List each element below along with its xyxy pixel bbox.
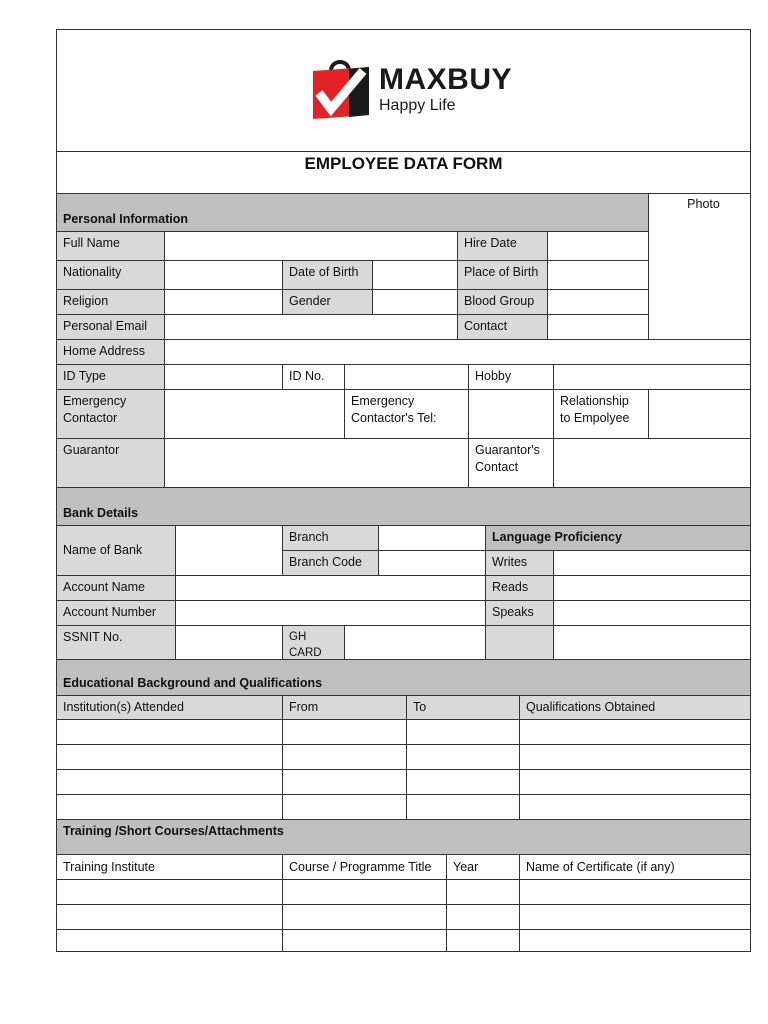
emergency-contactor-tel-label: Emergency Contactor's Tel: [345,390,469,439]
branch-code-field[interactable] [379,551,486,576]
training-row-1-course[interactable] [283,880,447,905]
training-col-course: Course / Programme Title [283,855,447,880]
home-address-label: Home Address [57,340,165,365]
section-personal-information: Personal Information [57,194,649,232]
religion-label: Religion [57,290,165,315]
religion-field[interactable] [165,290,283,315]
language-blank-label [486,626,554,660]
edu-row-2-from[interactable] [283,745,407,770]
training-row-2-year[interactable] [447,905,520,930]
full-name-field[interactable] [165,232,458,261]
branch-label: Branch [283,526,379,551]
edu-row-4-to[interactable] [407,795,520,820]
reads-label: Reads [486,576,554,601]
contact-field[interactable] [548,315,649,340]
edu-row-3-institution[interactable] [57,770,283,795]
language-blank-field[interactable] [554,626,750,660]
id-no-label: ID No. [283,365,345,390]
emergency-contactor-tel-field[interactable] [469,390,554,439]
training-col-institute: Training Institute [57,855,283,880]
id-no-field[interactable] [345,365,469,390]
gender-field[interactable] [373,290,458,315]
hire-date-field[interactable] [548,232,649,261]
training-col-year: Year [447,855,520,880]
date-of-birth-field[interactable] [373,261,458,290]
name-of-bank-field[interactable] [176,526,283,576]
reads-field[interactable] [554,576,750,601]
edu-row-2-to[interactable] [407,745,520,770]
training-row-1-certificate[interactable] [520,880,750,905]
training-row-3-course[interactable] [283,930,447,951]
employee-data-form [56,29,751,952]
shopping-bag-check-logo-icon [313,57,369,119]
full-name-label: Full Name [57,232,165,261]
name-of-bank-label: Name of Bank [57,526,176,576]
ssnit-no-field[interactable] [176,626,283,660]
training-row-2-certificate[interactable] [520,905,750,930]
blood-group-label: Blood Group [458,290,548,315]
edu-row-4-institution[interactable] [57,795,283,820]
form-title: EMPLOYEE DATA FORM [57,152,750,194]
training-row-3-certificate[interactable] [520,930,750,951]
ssnit-no-label: SSNIT No. [57,626,176,660]
contact-label: Contact [458,315,548,340]
edu-col-institution: Institution(s) Attended [57,696,283,720]
training-row-2-course[interactable] [283,905,447,930]
photo-label: Photo [687,197,720,211]
training-row-2-institute[interactable] [57,905,283,930]
edu-col-qualifications: Qualifications Obtained [520,696,750,720]
hire-date-label: Hire Date [458,232,548,261]
section-bank-details: Bank Details [57,488,750,526]
edu-row-1-qualification[interactable] [520,720,750,745]
id-type-field[interactable] [165,365,283,390]
hobby-field[interactable] [554,365,750,390]
relationship-label: Relationship to Empolyee [554,390,649,439]
writes-label: Writes [486,551,554,576]
brand-name: MAXBUY [379,63,513,96]
section-education: Educational Background and Qualifications [57,660,750,696]
edu-col-to: To [407,696,520,720]
date-of-birth-label: Date of Birth [283,261,373,290]
relationship-field[interactable] [649,390,750,439]
account-name-label: Account Name [57,576,176,601]
guarantor-label: Guarantor [57,439,165,488]
blood-group-field[interactable] [548,290,649,315]
section-language-proficiency: Language Proficiency [486,526,750,551]
edu-row-3-from[interactable] [283,770,407,795]
home-address-field[interactable] [165,340,750,365]
gh-card-no-field[interactable] [345,626,486,660]
speaks-field[interactable] [554,601,750,626]
training-row-3-year[interactable] [447,930,520,951]
edu-col-from: From [283,696,407,720]
hobby-label: Hobby [469,365,554,390]
edu-row-3-qualification[interactable] [520,770,750,795]
account-name-field[interactable] [176,576,486,601]
place-of-birth-label: Place of Birth [458,261,548,290]
gender-label: Gender [283,290,373,315]
emergency-contactor-field[interactable] [165,390,345,439]
guarantor-contact-label: Guarantor's Contact [469,439,554,488]
brand-tagline: Happy Life [379,97,456,114]
place-of-birth-field[interactable] [548,261,649,290]
edu-row-4-qualification[interactable] [520,795,750,820]
training-row-1-year[interactable] [447,880,520,905]
guarantor-contact-field[interactable] [554,439,750,488]
training-row-3-institute[interactable] [57,930,283,951]
edu-row-2-qualification[interactable] [520,745,750,770]
edu-row-1-from[interactable] [283,720,407,745]
gh-card-no-label: GH CARD [283,626,345,660]
writes-field[interactable] [554,551,750,576]
id-type-label: ID Type [57,365,165,390]
personal-email-label: Personal Email [57,315,165,340]
edu-row-1-institution[interactable] [57,720,283,745]
speaks-label: Speaks [486,601,554,626]
emergency-contactor-label: Emergency Contactor [57,390,165,439]
edu-row-1-to[interactable] [407,720,520,745]
edu-row-4-from[interactable] [283,795,407,820]
training-col-certificate: Name of Certificate (if any) [520,855,750,880]
branch-field[interactable] [379,526,486,551]
account-number-field[interactable] [176,601,486,626]
logo-header [57,30,750,152]
edu-row-2-institution[interactable] [57,745,283,770]
guarantor-field[interactable] [165,439,469,488]
nationality-label: Nationality [57,261,165,290]
nationality-field[interactable] [165,261,283,290]
training-row-1-institute[interactable] [57,880,283,905]
account-number-label: Account Number [57,601,176,626]
edu-row-3-to[interactable] [407,770,520,795]
personal-email-field[interactable] [165,315,458,340]
section-training: Training /Short Courses/Attachments [57,820,750,855]
branch-code-label: Branch Code [283,551,379,576]
photo-box[interactable] [649,194,750,340]
